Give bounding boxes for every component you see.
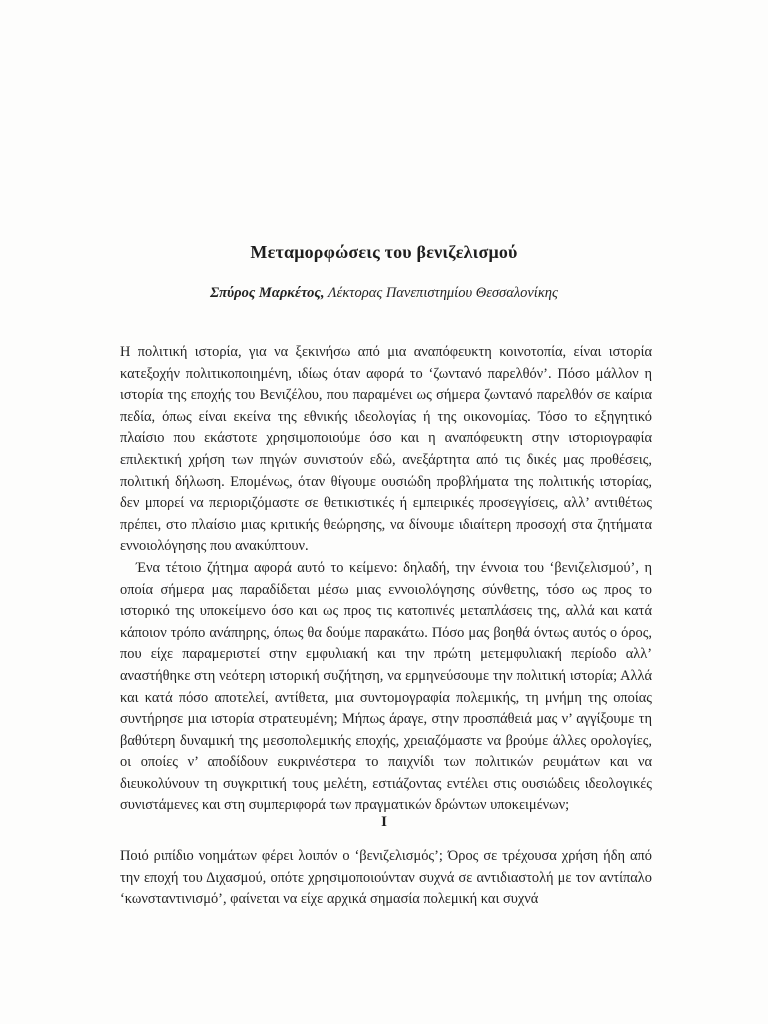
body-paragraph-2: Ένα τέτοιο ζήτημα αφορά αυτό το κείμενο: δηλαδή, την έννοια του ‘βενιζελισμού’, η οποία σήμερα μας παραδίδεται μέσω μιας εννοιολόγησης σύνθετης, τόσο ως προς το ιστορικό της υποκείμενο όσο και ως προς τις κατοπινές μεταπλάσεις της, αλλά και κατά κάποιον τρόπο ανάπηρης, όπως θα δούμε παρακάτω. Πόσο μας βοηθά όντως αυτός ο όρος, που είχε παραμεριστεί στην εμφυλιακή και την πρώτη μετεμφυλιακή περίοδο αλλ’ αναστήθηκε στη νεότερη ιστορική συζήτηση, να ερμηνεύσουμε την πολιτική ιστορία; Αλλά και κατά πόσο αποτελεί, αντίθετα, μια συντομογραφία πολεμικής, τη μνήμη της οποίας συντήρησε μια ιστορία στρατευμένη; Μήπως άραγε, στην προσπάθειά μας ν’ αγγίξουμε τη βαθύτερη δυναμική της μεσοπολεμικής εποχής, χρειαζόμαστε να βρούμε άλλες ορολογίες, οι οποίες ν’ αποδίδουν ευκρινέστερα το παιχνίδι των πολιτικών ρευμάτων και να διευκολύνουν τη συγκριτική τους μελέτη, εστιάζοντας εντέλει στις ουσιώδεις ιδεολογικές συνιστάμενες και στη συμπεριφορά των πραγματικών δρώντων υποκειμένων;: [120, 559, 652, 814]
intro-text-block: [120, 342, 652, 817]
section-heading: I: [381, 814, 387, 830]
section-paragraph-1: Ποιό ριπίδιο νοημάτων φέρει λοιπόν ο ‘βενιζελισμός’; Όρος σε τρέχουσα χρήση ήδη από την εποχή του Διχασμού, οπότε χρησιμοποιούνταν συχνά σε αντιδιαστολή με τον αντίπαλο ‘κωνσταντινισμό’, φαίνεται να είχε αρχικά σημασία πολεμική και συχνά: [120, 848, 652, 908]
section-text-block: [120, 846, 652, 911]
author-byline: [0, 285, 768, 302]
article-title: Μεταμορφώσεις του βενιζελισμού: [250, 242, 518, 262]
body-paragraph-1: Η πολιτική ιστορία, για να ξεκινήσω από μια αναπόφευκτη κοινοτοπία, είναι ιστορία κατεξοχήν πολιτικοποιημένη, ιδίως όταν αφορά το ‘ζωντανό παρελθόν’. Πόσο μάλλον η ιστορία της εποχής του Βενιζέλου, που παραμένει ως σήμερα ζωντανό παρελθόν σε καίρια πεδία, όπως είναι εκείνα της εθνικής ιδεολογίας ή της οικονομίας. Τόσο το εξηγητικό πλαίσιο που εκάστοτε χρησιμοποιούμε όσο και η αναπόφευκτη στην ιστοριογραφία επιλεκτική χρήση των πηγών συνιστούν εδώ, ανεξάρτητα από τις δικές μας προθέσεις, πολιτική δήλωση. Επομένως, όταν θίγουμε ουσιώδη προβλήματα της πολιτικής ιστορίας, δεν μπορεί να περιοριζόμαστε σε θετικιστικές ή εμπειρικές προσεγγίσεις, αλλ’ αντιθέτως πρέπει, στο πλαίσιο μιας κριτικής θεώρησης, να δίνουμε ιδιαίτερη προσοχή στα ζητήματα εννοιολόγησης που ανακύπτουν.: [120, 344, 652, 555]
author-affiliation: Λέκτορας Πανεπιστημίου Θεσσαλονίκης: [324, 285, 558, 301]
author-name: Σπύρος Μαρκέτος,: [210, 285, 325, 301]
